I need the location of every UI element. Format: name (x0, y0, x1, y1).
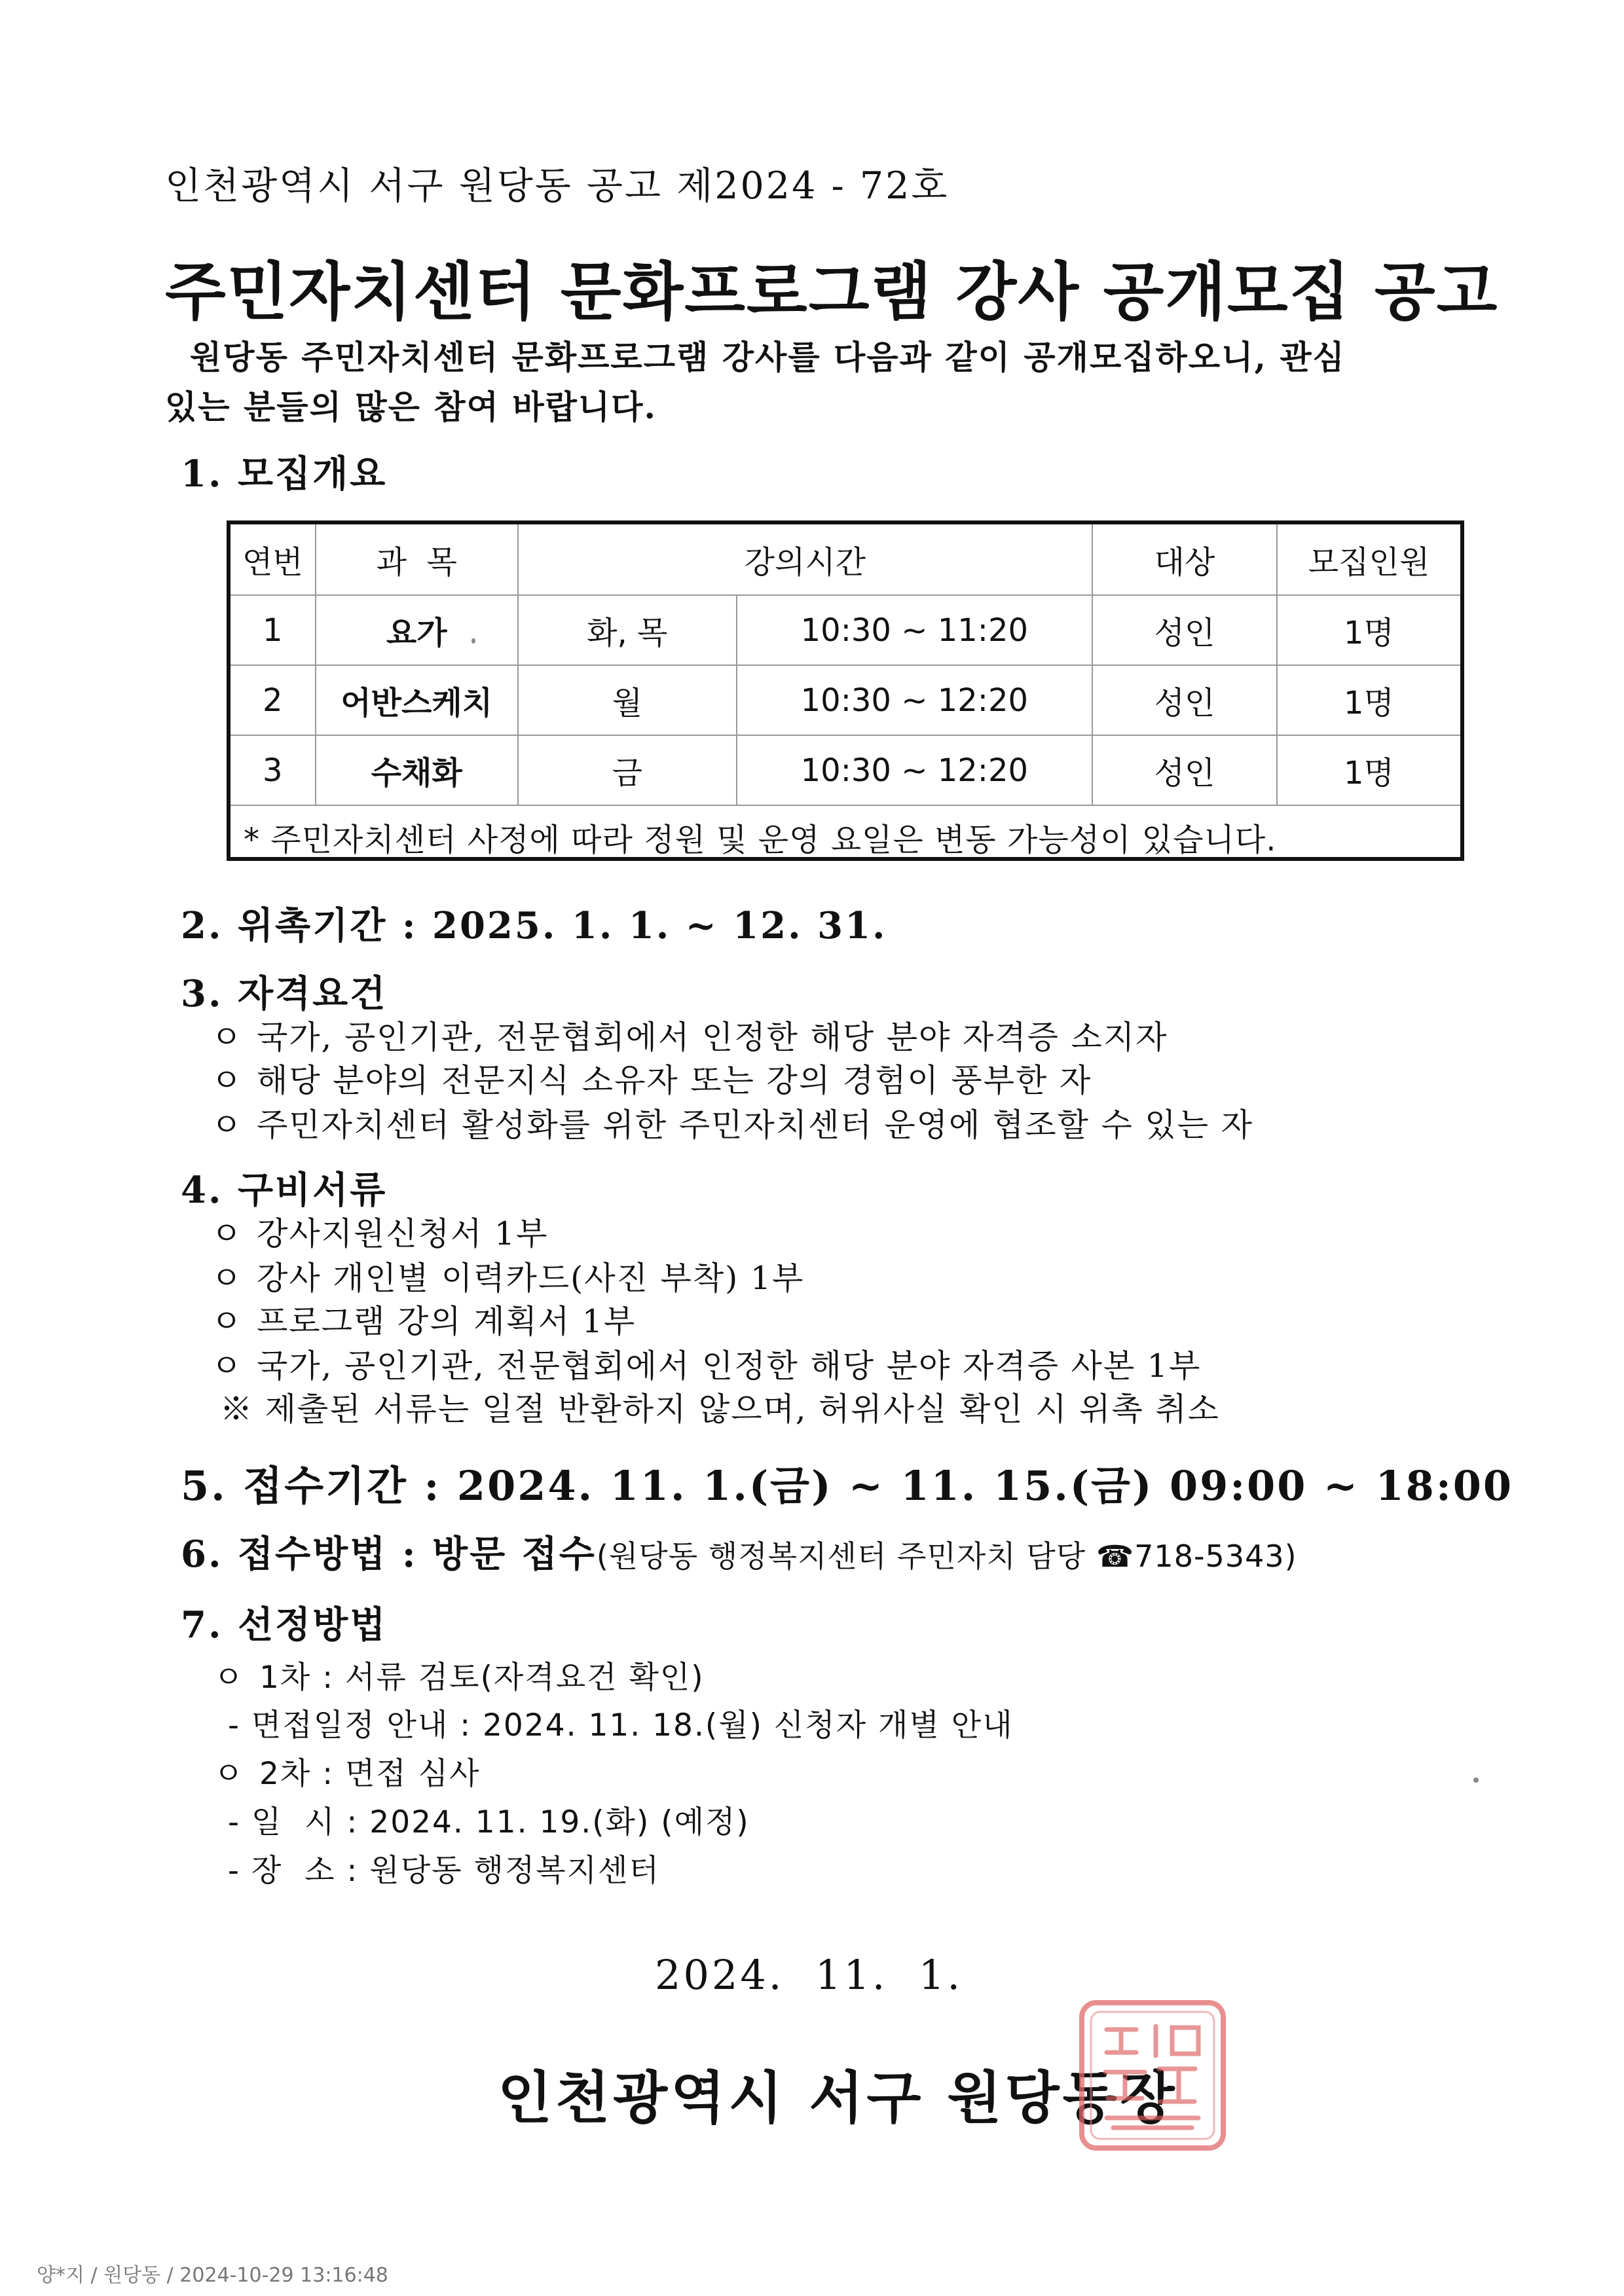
list-item: ㅇ 강사 개인별 이력카드(사진 부착) 1부 (211, 1253, 804, 1299)
header-no: 연번 (231, 524, 316, 595)
header-subject: 과 목 (316, 524, 518, 595)
selection-step-2: ㅇ 2차 : 면접 심사 (213, 1749, 481, 1793)
section-7-heading: 7. 선정방법 (181, 1603, 388, 1647)
bullet-icon: ㅇ (211, 1260, 244, 1297)
intro-line-2: 있는 분들의 많은 참여 바랍니다. (165, 388, 657, 426)
cell-time: 10:30 ~ 12:20 (737, 665, 1092, 735)
cell-days: 화, 목 (518, 595, 737, 665)
list-item: ㅇ 국가, 공인기관, 전문협회에서 인정한 해당 분야 자격증 소지자 (211, 1012, 1168, 1058)
bullet-icon: ㅇ (211, 1106, 244, 1144)
header-target: 대상 (1092, 524, 1277, 595)
cell-count: 1명 (1277, 665, 1460, 735)
section-5-heading: 5. 접수기간 : 2024. 11. 1.(금) ~ 11. 15.(금) 09:00 ~ 18:00 (181, 1462, 1513, 1510)
scan-speck (1473, 1777, 1479, 1783)
selection-step-1-detail: - 면접일정 안내 : 2024. 11. 18.(월) 신청자 개별 안내 (228, 1707, 1014, 1743)
cell-no: 1 (231, 595, 316, 665)
issuer-name: 인천광역시 서구 원당동장 (498, 2065, 1178, 2131)
list-item: ㅇ 프로그램 강의 계획서 1부 (211, 1296, 636, 1342)
scan-speck (471, 638, 475, 644)
table-header-row (231, 524, 1460, 595)
cell-count: 1명 (1277, 595, 1460, 665)
cell-no: 3 (231, 735, 316, 805)
recruitment-table (227, 520, 1464, 861)
interview-date: - 일 시 : 2024. 11. 19.(화) (예정) (228, 1804, 750, 1840)
section-3-heading: 3. 자격요건 (181, 972, 388, 1015)
bullet-icon: ㅇ (211, 1303, 244, 1340)
contact-detail: (원당동 행정복지센터 주민자치 담당 ☎718-5343) (596, 1539, 1297, 1574)
document-title: 주민자치센터 문화프로그램 강사 공개모집 공고 (165, 255, 1499, 329)
section-6-heading: 6. 접수방법 : 방문 접수(원당동 행정복지센터 주민자치 담당 ☎718-5343) (181, 1533, 1297, 1576)
cell-days: 월 (518, 665, 737, 735)
list-item: ㅇ 국가, 공인기관, 전문협회에서 인정한 해당 분야 자격증 사본 1부 (211, 1341, 1201, 1387)
table-row (231, 735, 1460, 805)
cell-no: 2 (231, 665, 316, 735)
cell-target: 성인 (1092, 665, 1277, 735)
bullet-icon: ㅇ (213, 1756, 245, 1792)
cell-subject: 수채화 (316, 735, 518, 805)
bullet-icon: ㅇ (213, 1660, 245, 1696)
list-item: ㅇ 강사지원신청서 1부 (211, 1209, 548, 1254)
list-item: ㅇ 주민자치센터 활성화를 위한 주민자치센터 운영에 협조할 수 있는 자 (211, 1100, 1253, 1146)
header-count: 모집인원 (1277, 524, 1460, 595)
remark: ※ 제출된 서류는 일절 반환하지 않으며, 허위사실 확인 시 위촉 취소 (220, 1391, 1221, 1428)
intro-line-1: 원당동 주민자치센터 문화프로그램 강사를 다음과 같이 공개모집하오니, 관심 (190, 338, 1346, 376)
cell-time: 10:30 ~ 11:20 (737, 595, 1092, 665)
print-stamp: 양*지 / 원당동 / 2024-10-29 13:16:48 (37, 2264, 388, 2287)
list-item: ㅇ 해당 분야의 전문지식 소유자 또는 강의 경험이 풍부한 자 (211, 1055, 1092, 1101)
cell-target: 성인 (1092, 735, 1277, 805)
bullet-icon: ㅇ (211, 1215, 244, 1252)
section-2-heading: 2. 위촉기간 : 2025. 1. 1. ~ 12. 31. (181, 904, 887, 947)
table-note: * 주민자치센터 사정에 따라 정원 및 운영 요일은 변동 가능성이 있습니다. (231, 805, 1460, 867)
selection-step-1: ㅇ 1차 : 서류 검토(자격요건 확인) (213, 1653, 705, 1697)
official-seal-icon (1074, 1994, 1231, 2157)
table-row (231, 595, 1460, 665)
interview-place: - 장 소 : 원당동 행정복지센터 (228, 1853, 660, 1889)
cell-target: 성인 (1092, 595, 1277, 665)
section-1-heading: 1. 모집개요 (181, 452, 388, 496)
bullet-icon: ㅇ (211, 1062, 244, 1099)
section-4-heading: 4. 구비서류 (181, 1169, 388, 1212)
issue-date: 2024. 11. 1. (655, 1951, 963, 1999)
cell-subject: 어반스케치 (316, 665, 518, 735)
notice-number: 인천광역시 서구 원당동 공고 제2024 - 72호 (165, 164, 950, 208)
cell-subject: 요가 (316, 595, 518, 665)
cell-count: 1명 (1277, 735, 1460, 805)
bullet-icon: ㅇ (211, 1347, 244, 1385)
header-time: 강의시간 (518, 524, 1092, 595)
bullet-icon: ㅇ (211, 1019, 244, 1056)
cell-days: 금 (518, 735, 737, 805)
table-note-row (231, 805, 1460, 867)
table-row (231, 665, 1460, 735)
cell-time: 10:30 ~ 12:20 (737, 735, 1092, 805)
